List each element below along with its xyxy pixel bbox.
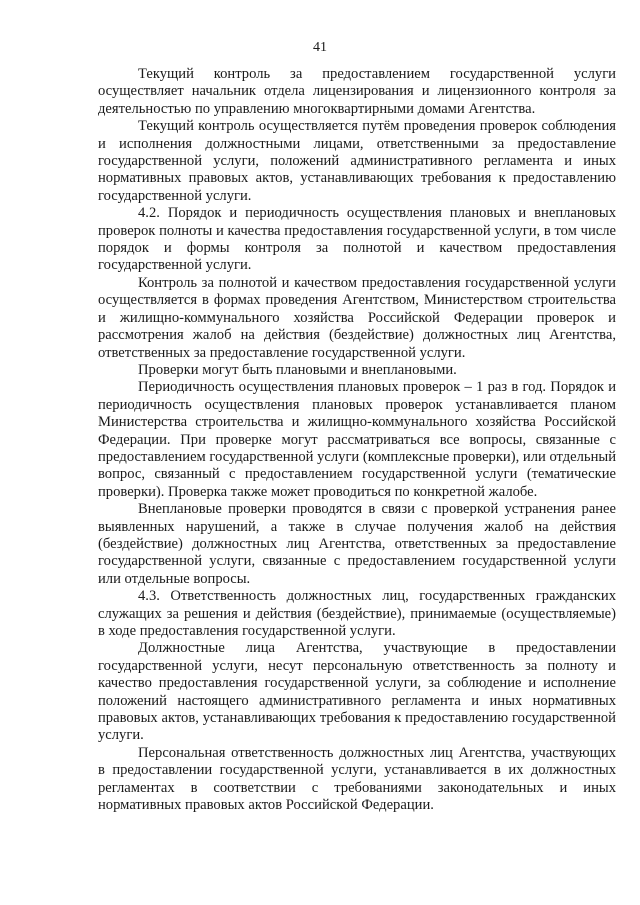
paragraph-officials-liability: Должностные лица Агентства, участвующие в предоставлении государственной услуги, несут персональную ответственность за полноту и качество предоставления государственной услуги, за соблюдение и исполнение положений настоящего административного регламента и иных нормативных правовых актов, устанавливающих требования к предоставлению государственной услуги. bbox=[98, 640, 616, 744]
paragraph-current-control-responsible: Текущий контроль за предоставлением государственной услуги осуществляет начальник отдела лицензирования и лицензионного контроля за деятельностью по управлению многоквартирными домами Агентства. bbox=[98, 66, 616, 117]
paragraph-control-forms: Контроль за полнотой и качеством предоставления государственной услуги осуществляется в формах проведения Агентством, Министерством строительства и жилищно-коммунального хозяйства Российской Федерации проверок и рассмотрения жалоб на действия (бездействие) должностных лиц Агентства, ответственных за предоставление государственной услуги. bbox=[98, 274, 616, 361]
paragraph-inspection-types: Проверки могут быть плановыми и внеплановыми. bbox=[138, 361, 457, 378]
paragraph-planned-inspections: Периодичность осуществления плановых проверок – 1 раз в год. Порядок и периодичность осуществления плановых проверок устанавливается планом Министерства строительства и жилищно-коммунального хозяйства Российской Федерации. При проверке могут рассматриваться все вопросы, связанные с предоставлением государственной услуги (комплексные проверки), или отдельный вопрос, связанный с предоставлением государственной услуги (тематические проверки). Проверка также может проводиться по конкретной жалобе. bbox=[98, 379, 617, 500]
paragraph-unplanned-inspections: Внеплановые проверки проводятся в связи с проверкой устранения ранее выявленных нарушений, а также в случае получения жалоб на действия (бездействие) должностных лиц Агентства, ответственных за предоставление государственной услуги, связанные с предоставлением государственной услуги или отдельные вопросы. bbox=[98, 501, 616, 587]
paragraph-section-4-3-heading: 4.3. Ответственность должностных лиц, государственных гражданских служащих за решения и действия (бездействие), принимаемые (осуществляемые) в ходе предоставления государственной услуги. bbox=[98, 588, 616, 639]
page-number: 41 bbox=[313, 40, 327, 55]
paragraph-current-control-method: Текущий контроль осуществляется путём проведения проверок соблюдения и исполнения должностными лицами, ответственными за предоставление государственной услуги, положений административного регламента и иных нормативных правовых актов, устанавливающих требования к предоставлению государственной услуги. bbox=[98, 118, 616, 204]
paragraph-personal-liability: Персональная ответственность должностных лиц Агентства, участвующих в предоставлении государственной услуги, устанавливается в их должностных регламентах в соответствии с требованиями законодательных и иных нормативных правовых актов Российской Федерации. bbox=[98, 744, 616, 814]
document-body bbox=[98, 66, 616, 814]
paragraph-section-4-2-heading: 4.2. Порядок и периодичность осуществления плановых и внеплановых проверок полноты и качества предоставления государственной услуги, в том числе порядок и формы контроля за полнотой и качеством предоставления государственной услуги. bbox=[98, 205, 616, 274]
